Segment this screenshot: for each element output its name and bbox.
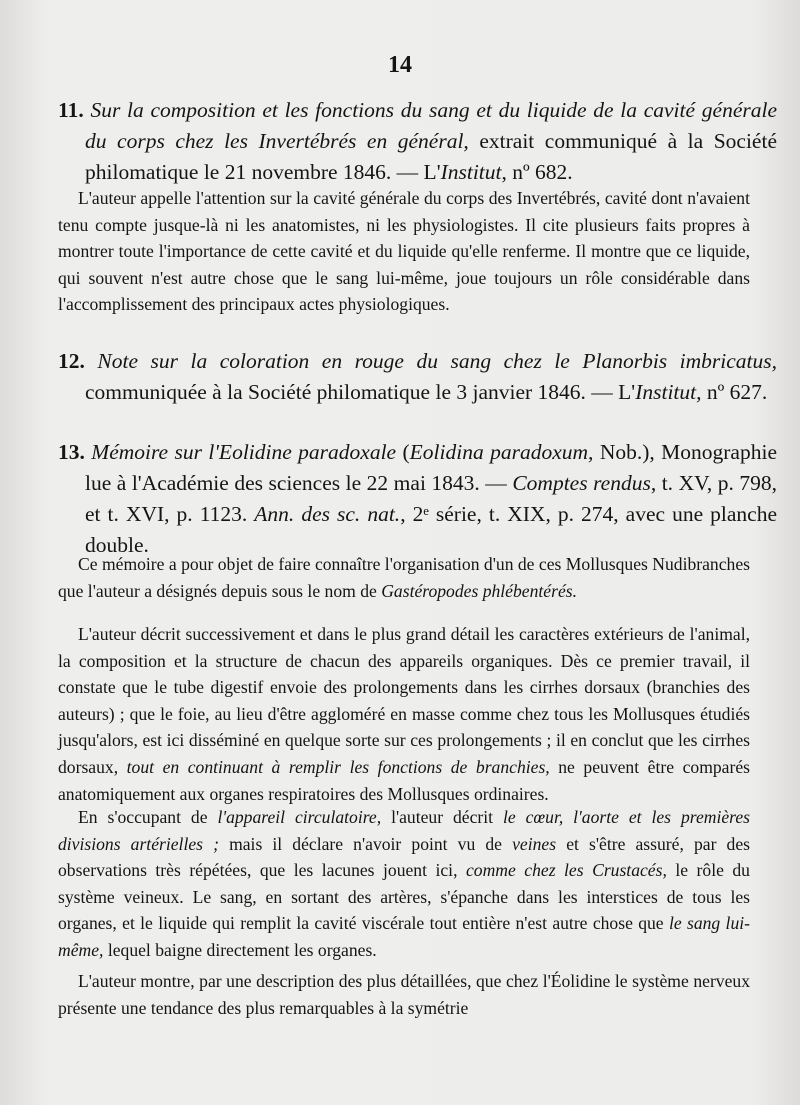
page-number: 14 xyxy=(388,52,412,78)
summary-paragraph-13-anatomy xyxy=(58,621,750,807)
paragraph-italic: l'appareil circulatoire, xyxy=(217,807,382,827)
paragraph-text: Ce mémoire a pour objet de faire connaître l'organisation d'un de ces Mollusques Nudibranches que l'auteur a désignés depuis sous le nom de xyxy=(58,554,750,601)
paren-open: ( xyxy=(396,440,410,464)
summary-paragraph-13-intro xyxy=(58,551,750,604)
journal-name-annales: Ann. des sc. nat. xyxy=(254,502,401,526)
paragraph-text: lequel baigne directement les organes. xyxy=(103,939,377,960)
entry-source: extrait communiqué à la Société philomatique le 21 novembre 1846. — L' xyxy=(85,129,777,184)
paragraph-text: ne peuvent être comparés anatomiquement aux organes respiratoires des Mollusques ordinaires. xyxy=(58,756,750,804)
bibliography-entry-12 xyxy=(58,346,777,408)
entry-reference: nº 627. xyxy=(701,380,768,404)
paragraph-italic: tout en continuant à remplir les fonctions de branchies, xyxy=(126,756,550,777)
paragraph-italic: le sang lui-même, xyxy=(58,913,750,960)
entry-source: communiquée à la Société philomatique le 3 janvier 1846. — L' xyxy=(85,380,636,404)
entry-reference-2: , 2ᵉ série, t. XIX, p. 274, avec une planche double. xyxy=(85,502,777,557)
entry-reference: , t. XV, p. 798, et t. XVI, p. 1123. xyxy=(85,471,778,526)
entry-title: Sur la composition et les fonctions du sang et du liquide de la cavité générale du corps chez les Invertébrés en général, xyxy=(85,98,777,153)
summary-paragraph-13-circulation xyxy=(58,804,750,964)
entry-number: 11. xyxy=(58,98,84,122)
species-name: Eolidina paradoxum, xyxy=(409,440,594,464)
paragraph-italic: comme chez les Crustacés, xyxy=(465,860,667,881)
paragraph-italic: veines xyxy=(512,833,557,854)
summary-paragraph-11: L'auteur appelle l'attention sur la cavité générale du corps des Invertébrés, cavité dont n'avaient tenu compte jusque-là ni les anatomistes, ni les physiologistes. Il cite plusieurs faits propres à montrer toute l'importance de cette cavité et du liquide qu'elle renferme. Il montre que ce liquide, qui souvent n'est autre chose que le sang lui-même, joue toujours un rôle considérable dans l'accomplissement des principaux actes physiologiques. xyxy=(58,188,750,315)
entry-title: Note sur la coloration en rouge du sang chez le Planorbis imbricatus, xyxy=(97,349,778,373)
paragraph-italic: Gastéropodes phlébentérés. xyxy=(381,580,577,601)
paragraph-italic: le cœur, l'aorte et les premières divisions artérielles ; xyxy=(58,807,751,854)
paragraph-text: le rôle du système veineux. Le sang, en sortant des artères, s'épanche dans les interstices de tous les organes, et le liquide qui remplit la cavité viscérale tout entière n'est autre chose que xyxy=(58,860,750,934)
bibliography-entry-13 xyxy=(58,437,777,561)
entry-reference: , nº 682. xyxy=(501,160,573,184)
summary-paragraph-13-nervous: L'auteur montre, par une description des plus détaillées, que chez l'Éolidine le système nerveux présente une tendance des plus remarquables à la symétrie xyxy=(58,971,750,1018)
journal-name: Comptes rendus xyxy=(512,471,651,495)
paragraph-text: mais il déclare n'avoir point vu de xyxy=(218,833,513,854)
entry-number: 12. xyxy=(58,349,85,373)
journal-name: Institut, xyxy=(635,380,702,404)
entry-title: Mémoire sur l'Eolidine paradoxale xyxy=(91,440,397,464)
paragraph-text: En s'occupant de xyxy=(78,807,218,827)
bibliography-entry-11 xyxy=(58,95,777,188)
entry-source: Nob.), Monographie lue à l'Académie des sciences le 22 mai 1843. — xyxy=(85,440,777,495)
paragraph-text: L'auteur décrit successivement et dans le plus grand détail les caractères extérieurs de l'animal, la composition et la structure de chacun des appareils organiques. Dès ce premier travail, il constate que le tube digestif envoie des prolongements dans les cirrhes dorsaux (branchies des auteurs) ; que le foie, au lieu d'être aggloméré en masse comme chez tous les Mollusques étudiés jusqu'alors, est ici disséminé en quelque sorte sur ces prolongements ; il en conclut que les cirrhes dorsaux, xyxy=(58,624,750,777)
entry-number: 13. xyxy=(58,440,85,464)
journal-name: Institut xyxy=(440,160,502,184)
paragraph-text: et s'être assuré, par des observations très répétées, que les lacunes jouent ici, xyxy=(58,833,750,881)
paragraph-text: l'auteur décrit xyxy=(381,807,503,827)
